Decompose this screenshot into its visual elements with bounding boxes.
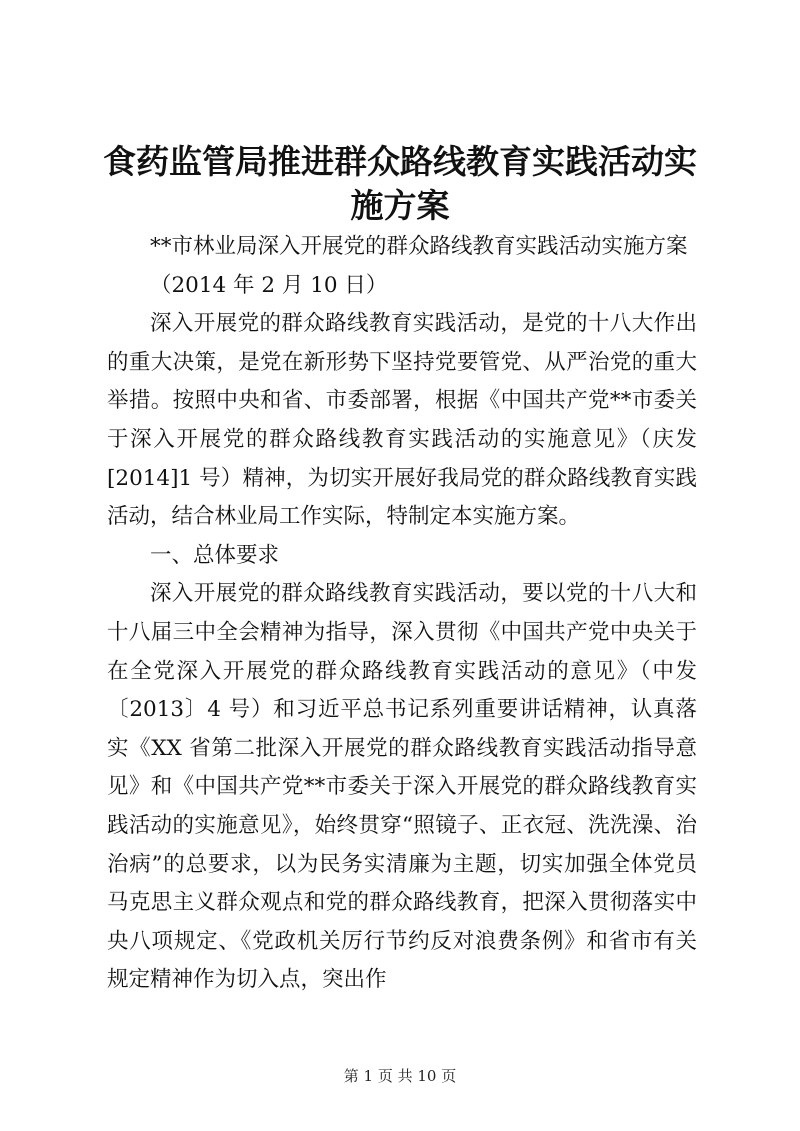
document-subtitle: **市林业局深入开展党的群众路线教育实践活动实施方案 (150, 234, 688, 259)
document-body (107, 228, 697, 1000)
paragraph-requirements: 深入开展党的群众路线教育实践活动，要以党的十八大和十八届三中全会精神为指导，深入贯彻《中国共产党中央关于在全党深入开展党的群众路线教育实践活动的意见》（中发〔2013〕4 号）和习近平总书记系列重要讲话精神，认真落实《XX 省第二批深入开展党的群众路线教育实践活动指导意见》和《中国共产党**市委关于深入开展党的群众路线教育实践活动的实施意见》，始终贯穿“照镜子、正衣冠、洗洗澡、治治病”的总要求，以为民务实清廉为主题，切实加强全体党员马克思主义群众观点和党的群众路线教育，把深入贯彻落实中央八项规定、《党政机关厉行节约反对浪费条例》和省市有关规定精神作为切入点，突出作 (107, 581, 697, 993)
section-heading: 一、总体要求 (150, 542, 280, 568)
page-number-footer: 第 1 页 共 10 页 (343, 1067, 457, 1085)
document-date: （2014 年 2 月 10 日） (150, 272, 388, 298)
document-title: 食药监管局推进群众路线教育实践活动实施方案 (103, 142, 697, 225)
paragraph-intro: 深入开展党的群众路线教育实践活动，是党的十八大作出的重大决策，是党在新形势下坚持党要管党、从严治党的重大举措。按照中央和省、市委部署，根据《中国共产党**市委关于深入开展党的群众路线教育实践活动的实施意见》（庆发[2014]1 号）精神，为切实开展好我局党的群众路线教育实践活动，结合林业局工作实际，特制定本实施方案。 (107, 311, 697, 530)
